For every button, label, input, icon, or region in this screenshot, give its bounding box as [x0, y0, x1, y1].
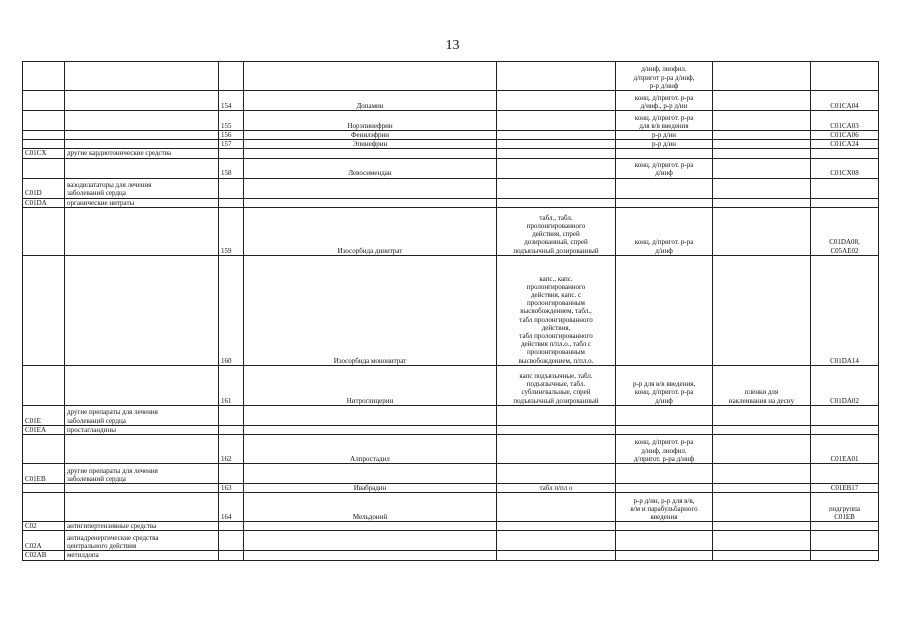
- drug-name-cell: [244, 493, 497, 522]
- other-forms-cell: [713, 91, 811, 111]
- other-forms-cell: [713, 425, 811, 434]
- cell-text-line: сублингвальные, спрей: [521, 388, 591, 397]
- item-number-cell: [219, 425, 244, 434]
- cell-text-line: табл пролонгированного: [519, 332, 593, 340]
- cell-text-line: другие препараты для лечения: [67, 466, 158, 475]
- other-forms-cell: [713, 198, 811, 207]
- drug-name-cell: [244, 522, 497, 531]
- cell-text-line: дозированный, спрей: [524, 238, 588, 247]
- table-row: [23, 149, 879, 158]
- cell-text-line: подъязычный дозированный: [513, 396, 599, 405]
- cell-text-line: конц. д/пригот. р-ра: [634, 388, 694, 397]
- cell-text-line: капс подъязычные, табл.: [519, 372, 593, 380]
- injection-forms-cell: [616, 149, 713, 158]
- oral-forms-cell: [497, 140, 616, 149]
- cell-text-line: 160: [221, 356, 232, 365]
- cell-text-line: C01DA14: [830, 356, 859, 365]
- cell-text-line: д/инф, лиофил.: [641, 446, 687, 455]
- other-forms-cell: [713, 158, 811, 178]
- other-forms-cell: [713, 484, 811, 493]
- cell-text-line: C02A: [25, 542, 42, 551]
- drug-name-cell: [244, 91, 497, 111]
- cell-text-line: д/инф: [655, 396, 673, 405]
- cell-text-line: для в/в введения: [639, 121, 689, 130]
- oral-forms-cell: [497, 91, 616, 111]
- atc-code-cell: [23, 131, 65, 140]
- oral-forms-cell: [497, 111, 616, 131]
- oral-forms-cell: [497, 531, 616, 551]
- item-number-cell: [219, 158, 244, 178]
- cell-text-line: 157: [221, 140, 232, 149]
- item-number-cell: [219, 111, 244, 131]
- atc-code-cell: [23, 62, 65, 91]
- other-forms-cell: [713, 131, 811, 140]
- atc-code-cell: [23, 91, 65, 111]
- table-row: [23, 551, 879, 560]
- drug-name-cell: [244, 178, 497, 198]
- injection-forms-cell: [616, 425, 713, 434]
- cell-text-line: 161: [221, 396, 232, 405]
- injection-forms-cell: [616, 522, 713, 531]
- atc-ref-cell: [811, 551, 879, 560]
- drug-name-cell: [244, 62, 497, 91]
- atc-ref-cell: [811, 111, 879, 131]
- injection-forms-cell: [616, 62, 713, 91]
- atc-ref-cell: [811, 62, 879, 91]
- cell-text-line: C05AE02: [830, 246, 859, 255]
- oral-forms-cell: [497, 493, 616, 522]
- cell-text-line: высвобождением, п/пл.о.: [518, 356, 594, 365]
- cell-text-line: C01EA: [25, 425, 46, 434]
- cell-text-line: пролонгированным: [527, 348, 585, 357]
- injection-forms-cell: [616, 140, 713, 149]
- cell-text-line: Эпинефрин: [352, 140, 388, 149]
- cell-text-line: действия п/пл.о., табл с: [520, 340, 592, 349]
- injection-forms-cell: [616, 405, 713, 425]
- cell-text-line: пленки для: [744, 388, 779, 397]
- other-forms-cell: [713, 111, 811, 131]
- cell-text-line: наклеивания на десну: [728, 396, 795, 405]
- cell-text-line: подгруппа: [829, 504, 860, 513]
- cell-text-line: Мельдоний: [352, 513, 388, 522]
- oral-forms-cell: [497, 365, 616, 405]
- cell-text-line: конц. д/пригот. р-ра: [634, 113, 694, 122]
- group-name-cell: [65, 493, 219, 522]
- group-name-cell: [65, 425, 219, 434]
- cell-text-line: 155: [221, 121, 232, 130]
- cell-text-line: р-р д/ин, р-р для в/в,: [633, 496, 695, 505]
- oral-forms-cell: [497, 425, 616, 434]
- table-row: [23, 178, 879, 198]
- table-row: [23, 62, 879, 91]
- table-row: [23, 464, 879, 484]
- atc-ref-cell: [811, 140, 879, 149]
- cell-text-line: табл пролонгированного: [519, 315, 593, 324]
- cell-text-line: C01CA24: [830, 140, 859, 149]
- cell-text-line: C01CX: [25, 149, 47, 158]
- cell-text-line: антиадренергические средства: [67, 534, 159, 543]
- other-forms-cell: [713, 365, 811, 405]
- cell-text-line: C02AB: [25, 551, 47, 560]
- oral-forms-cell: [497, 62, 616, 91]
- drug-name-cell: [244, 140, 497, 149]
- item-number-cell: [219, 198, 244, 207]
- group-name-cell: [65, 140, 219, 149]
- cell-text-line: р-р д/инф: [649, 81, 679, 90]
- atc-code-cell: [23, 551, 65, 560]
- cell-text-line: 164: [221, 513, 232, 522]
- drug-name-cell: [244, 405, 497, 425]
- table-row: [23, 207, 879, 255]
- cell-text-line: р-р для в/в введения,: [632, 380, 696, 389]
- item-number-cell: [219, 435, 244, 464]
- other-forms-cell: [713, 62, 811, 91]
- cell-text-line: р-р д/ин: [651, 131, 677, 139]
- group-name-cell: [65, 405, 219, 425]
- item-number-cell: [219, 405, 244, 425]
- cell-text-line: другие кардиотонические средства: [67, 149, 172, 158]
- cell-text-line: 158: [221, 169, 232, 178]
- group-name-cell: [65, 207, 219, 255]
- table-row: [23, 131, 879, 140]
- item-number-cell: [219, 551, 244, 560]
- cell-text-line: Ивабрадин: [353, 484, 387, 493]
- cell-text-line: пролонгированным: [527, 299, 585, 308]
- injection-forms-cell: [616, 131, 713, 140]
- group-name-cell: [65, 62, 219, 91]
- table-row: [23, 522, 879, 531]
- cell-text-line: конц. д/пригот. р-ра: [634, 438, 694, 447]
- item-number-cell: [219, 178, 244, 198]
- cell-text-line: Изосорбида динитрат: [337, 246, 403, 255]
- atc-ref-cell: [811, 531, 879, 551]
- item-number-cell: [219, 140, 244, 149]
- oral-forms-cell: [497, 158, 616, 178]
- cell-text-line: центрального действия: [67, 542, 137, 551]
- group-name-cell: [65, 365, 219, 405]
- cell-text-line: д/инф, лиофил.: [641, 65, 687, 74]
- item-number-cell: [219, 531, 244, 551]
- group-name-cell: [65, 111, 219, 131]
- drug-name-cell: [244, 158, 497, 178]
- other-forms-cell: [713, 551, 811, 560]
- cell-text-line: конц. д/пригот. р-ра: [634, 238, 694, 247]
- drug-name-cell: [244, 435, 497, 464]
- oral-forms-cell: [497, 149, 616, 158]
- cell-text-line: Нитроглицерин: [346, 396, 394, 405]
- atc-code-cell: [23, 435, 65, 464]
- cell-text-line: пролонгированного: [526, 282, 586, 291]
- drug-name-cell: [244, 131, 497, 140]
- cell-text-line: 154: [221, 101, 232, 110]
- cell-text-line: 159: [221, 246, 232, 255]
- drug-name-cell: [244, 198, 497, 207]
- cell-text-line: заболеваний сердца: [67, 416, 126, 425]
- group-name-cell: [65, 198, 219, 207]
- item-number-cell: [219, 365, 244, 405]
- table-row: [23, 405, 879, 425]
- oral-forms-cell: [497, 551, 616, 560]
- item-number-cell: [219, 131, 244, 140]
- group-name-cell: [65, 178, 219, 198]
- drug-name-cell: [244, 551, 497, 560]
- injection-forms-cell: [616, 531, 713, 551]
- table-row: [23, 484, 879, 493]
- cell-text-line: метилдопа: [67, 551, 99, 560]
- table-row: [23, 198, 879, 207]
- cell-text-line: C01EB: [834, 513, 855, 522]
- cell-text-line: Фенилэфрин: [350, 131, 390, 139]
- atc-ref-cell: [811, 158, 879, 178]
- injection-forms-cell: [616, 365, 713, 405]
- cell-text-line: C01CA06: [830, 131, 859, 139]
- other-forms-cell: [713, 405, 811, 425]
- cell-text-line: д/инф: [655, 169, 673, 178]
- cell-text-line: подъязычный дозированный: [513, 246, 599, 255]
- table-row: [23, 365, 879, 405]
- drug-name-cell: [244, 484, 497, 493]
- cell-text-line: C01EA01: [830, 454, 859, 463]
- oral-forms-cell: [497, 255, 616, 365]
- table-row: [23, 531, 879, 551]
- table-row: [23, 158, 879, 178]
- cell-text-line: действия,: [541, 323, 571, 332]
- group-name-cell: [65, 255, 219, 365]
- oral-forms-cell: [497, 131, 616, 140]
- other-forms-cell: [713, 255, 811, 365]
- table-row: [23, 111, 879, 131]
- other-forms-cell: [713, 178, 811, 198]
- drug-name-cell: [244, 255, 497, 365]
- injection-forms-cell: [616, 551, 713, 560]
- cell-text-line: C01EB17: [830, 484, 859, 493]
- cell-text-line: капс., капс.: [539, 274, 573, 283]
- injection-forms-cell: [616, 464, 713, 484]
- atc-ref-cell: [811, 198, 879, 207]
- cell-text-line: заболеваний сердца: [67, 189, 126, 198]
- drug-name-cell: [244, 425, 497, 434]
- atc-ref-cell: [811, 178, 879, 198]
- atc-code-cell: [23, 531, 65, 551]
- oral-forms-cell: [497, 405, 616, 425]
- atc-ref-cell: [811, 522, 879, 531]
- atc-ref-cell: [811, 484, 879, 493]
- group-name-cell: [65, 551, 219, 560]
- cell-text-line: подъязычные, табл.: [526, 380, 586, 389]
- table-row: [23, 91, 879, 111]
- oral-forms-cell: [497, 178, 616, 198]
- cell-text-line: C01CA04: [830, 101, 859, 110]
- injection-forms-cell: [616, 198, 713, 207]
- injection-forms-cell: [616, 158, 713, 178]
- item-number-cell: [219, 484, 244, 493]
- item-number-cell: [219, 464, 244, 484]
- table-row: [23, 425, 879, 434]
- cell-text-line: д/инф: [655, 246, 673, 255]
- atc-ref-cell: [811, 435, 879, 464]
- oral-forms-cell: [497, 464, 616, 484]
- cell-text-line: C01DA02: [830, 396, 859, 405]
- atc-code-cell: [23, 464, 65, 484]
- cell-text-line: высвобождением, табл.,: [520, 307, 592, 316]
- cell-text-line: конц. д/пригот. р-ра: [634, 93, 694, 102]
- cell-text-line: действия, капс. с: [530, 290, 582, 299]
- other-forms-cell: [713, 531, 811, 551]
- atc-code-cell: [23, 207, 65, 255]
- cell-text-line: д/инф., р-р д/ин: [640, 101, 688, 110]
- atc-code-cell: [23, 178, 65, 198]
- cell-text-line: табл., табл.: [539, 213, 573, 222]
- atc-code-cell: [23, 255, 65, 365]
- cell-text-line: Левосимендан: [348, 169, 392, 178]
- cell-text-line: Изосорбида мононитрат: [333, 356, 407, 365]
- group-name-cell: [65, 435, 219, 464]
- injection-forms-cell: [616, 484, 713, 493]
- atc-code-cell: [23, 493, 65, 522]
- drug-name-cell: [244, 207, 497, 255]
- table-row: [23, 435, 879, 464]
- atc-code-cell: [23, 140, 65, 149]
- drug-name-cell: [244, 365, 497, 405]
- cell-text-line: 163: [221, 484, 232, 493]
- group-name-cell: [65, 149, 219, 158]
- oral-forms-cell: [497, 207, 616, 255]
- cell-text-line: C01CA03: [830, 121, 859, 130]
- atc-ref-cell: [811, 405, 879, 425]
- atc-ref-cell: [811, 255, 879, 365]
- injection-forms-cell: [616, 493, 713, 522]
- oral-forms-cell: [497, 198, 616, 207]
- atc-ref-cell: [811, 464, 879, 484]
- atc-ref-cell: [811, 425, 879, 434]
- atc-code-cell: [23, 111, 65, 131]
- cell-text-line: C01EB: [25, 474, 46, 483]
- cell-text-line: д/пригот р-ра д/инф,: [633, 73, 695, 82]
- cell-text-line: д/пригот. р-ра д/инф: [633, 454, 695, 463]
- injection-forms-cell: [616, 207, 713, 255]
- atc-code-cell: [23, 198, 65, 207]
- cell-text-line: 156: [221, 131, 232, 139]
- cell-text-line: C01DA08,: [829, 238, 860, 247]
- group-name-cell: [65, 158, 219, 178]
- oral-forms-cell: [497, 522, 616, 531]
- atc-ref-cell: [811, 365, 879, 405]
- other-forms-cell: [713, 140, 811, 149]
- other-forms-cell: [713, 493, 811, 522]
- drug-table: [22, 61, 879, 561]
- group-name-cell: [65, 484, 219, 493]
- oral-forms-cell: [497, 484, 616, 493]
- table-row: [23, 255, 879, 365]
- item-number-cell: [219, 255, 244, 365]
- group-name-cell: [65, 131, 219, 140]
- cell-text-line: C01E: [25, 416, 41, 425]
- item-number-cell: [219, 149, 244, 158]
- item-number-cell: [219, 62, 244, 91]
- table-row: [23, 493, 879, 522]
- cell-text-line: Норэпинефрин: [347, 121, 393, 130]
- group-name-cell: [65, 531, 219, 551]
- cell-text-line: Алпростадил: [350, 454, 390, 463]
- item-number-cell: [219, 91, 244, 111]
- atc-ref-cell: [811, 131, 879, 140]
- atc-code-cell: [23, 405, 65, 425]
- item-number-cell: [219, 207, 244, 255]
- atc-ref-cell: [811, 493, 879, 522]
- atc-code-cell: [23, 158, 65, 178]
- cell-text-line: антигипертензивные средства: [67, 522, 157, 531]
- drug-name-cell: [244, 464, 497, 484]
- atc-code-cell: [23, 425, 65, 434]
- other-forms-cell: [713, 149, 811, 158]
- injection-forms-cell: [616, 91, 713, 111]
- atc-code-cell: [23, 484, 65, 493]
- oral-forms-cell: [497, 435, 616, 464]
- drug-name-cell: [244, 531, 497, 551]
- cell-text-line: Допамин: [356, 101, 384, 110]
- cell-text-line: органические нитраты: [67, 198, 135, 207]
- cell-text-line: 162: [221, 454, 232, 463]
- cell-text-line: другие препараты для лечения: [67, 408, 158, 417]
- drug-name-cell: [244, 149, 497, 158]
- cell-text-line: введения: [650, 513, 678, 522]
- injection-forms-cell: [616, 111, 713, 131]
- cell-text-line: вазодилататоры для лечения: [67, 181, 152, 190]
- cell-text-line: C01CX08: [830, 169, 859, 178]
- other-forms-cell: [713, 207, 811, 255]
- other-forms-cell: [713, 464, 811, 484]
- item-number-cell: [219, 493, 244, 522]
- table-row: [23, 140, 879, 149]
- injection-forms-cell: [616, 435, 713, 464]
- cell-text-line: простагландины: [67, 425, 116, 434]
- other-forms-cell: [713, 522, 811, 531]
- cell-text-line: заболеваний сердца: [67, 474, 126, 483]
- cell-text-line: C01DA: [25, 198, 47, 207]
- cell-text-line: р-р д/ин: [651, 140, 677, 149]
- injection-forms-cell: [616, 178, 713, 198]
- group-name-cell: [65, 464, 219, 484]
- page-number: 13: [445, 38, 460, 53]
- other-forms-cell: [713, 435, 811, 464]
- atc-ref-cell: [811, 207, 879, 255]
- cell-text-line: табл п/пл о: [539, 484, 573, 493]
- atc-code-cell: [23, 149, 65, 158]
- injection-forms-cell: [616, 255, 713, 365]
- group-name-cell: [65, 522, 219, 531]
- cell-text-line: конц. д/пригот. р-ра: [634, 161, 694, 170]
- item-number-cell: [219, 522, 244, 531]
- atc-ref-cell: [811, 91, 879, 111]
- cell-text-line: C02: [25, 522, 37, 531]
- drug-name-cell: [244, 111, 497, 131]
- cell-text-line: C01D: [25, 189, 42, 198]
- atc-code-cell: [23, 365, 65, 405]
- group-name-cell: [65, 91, 219, 111]
- atc-code-cell: [23, 522, 65, 531]
- atc-ref-cell: [811, 149, 879, 158]
- cell-text-line: действия, спрей: [532, 230, 580, 239]
- cell-text-line: в/м и парабульбарного: [630, 504, 698, 513]
- cell-text-line: пролонгированного: [526, 222, 586, 230]
